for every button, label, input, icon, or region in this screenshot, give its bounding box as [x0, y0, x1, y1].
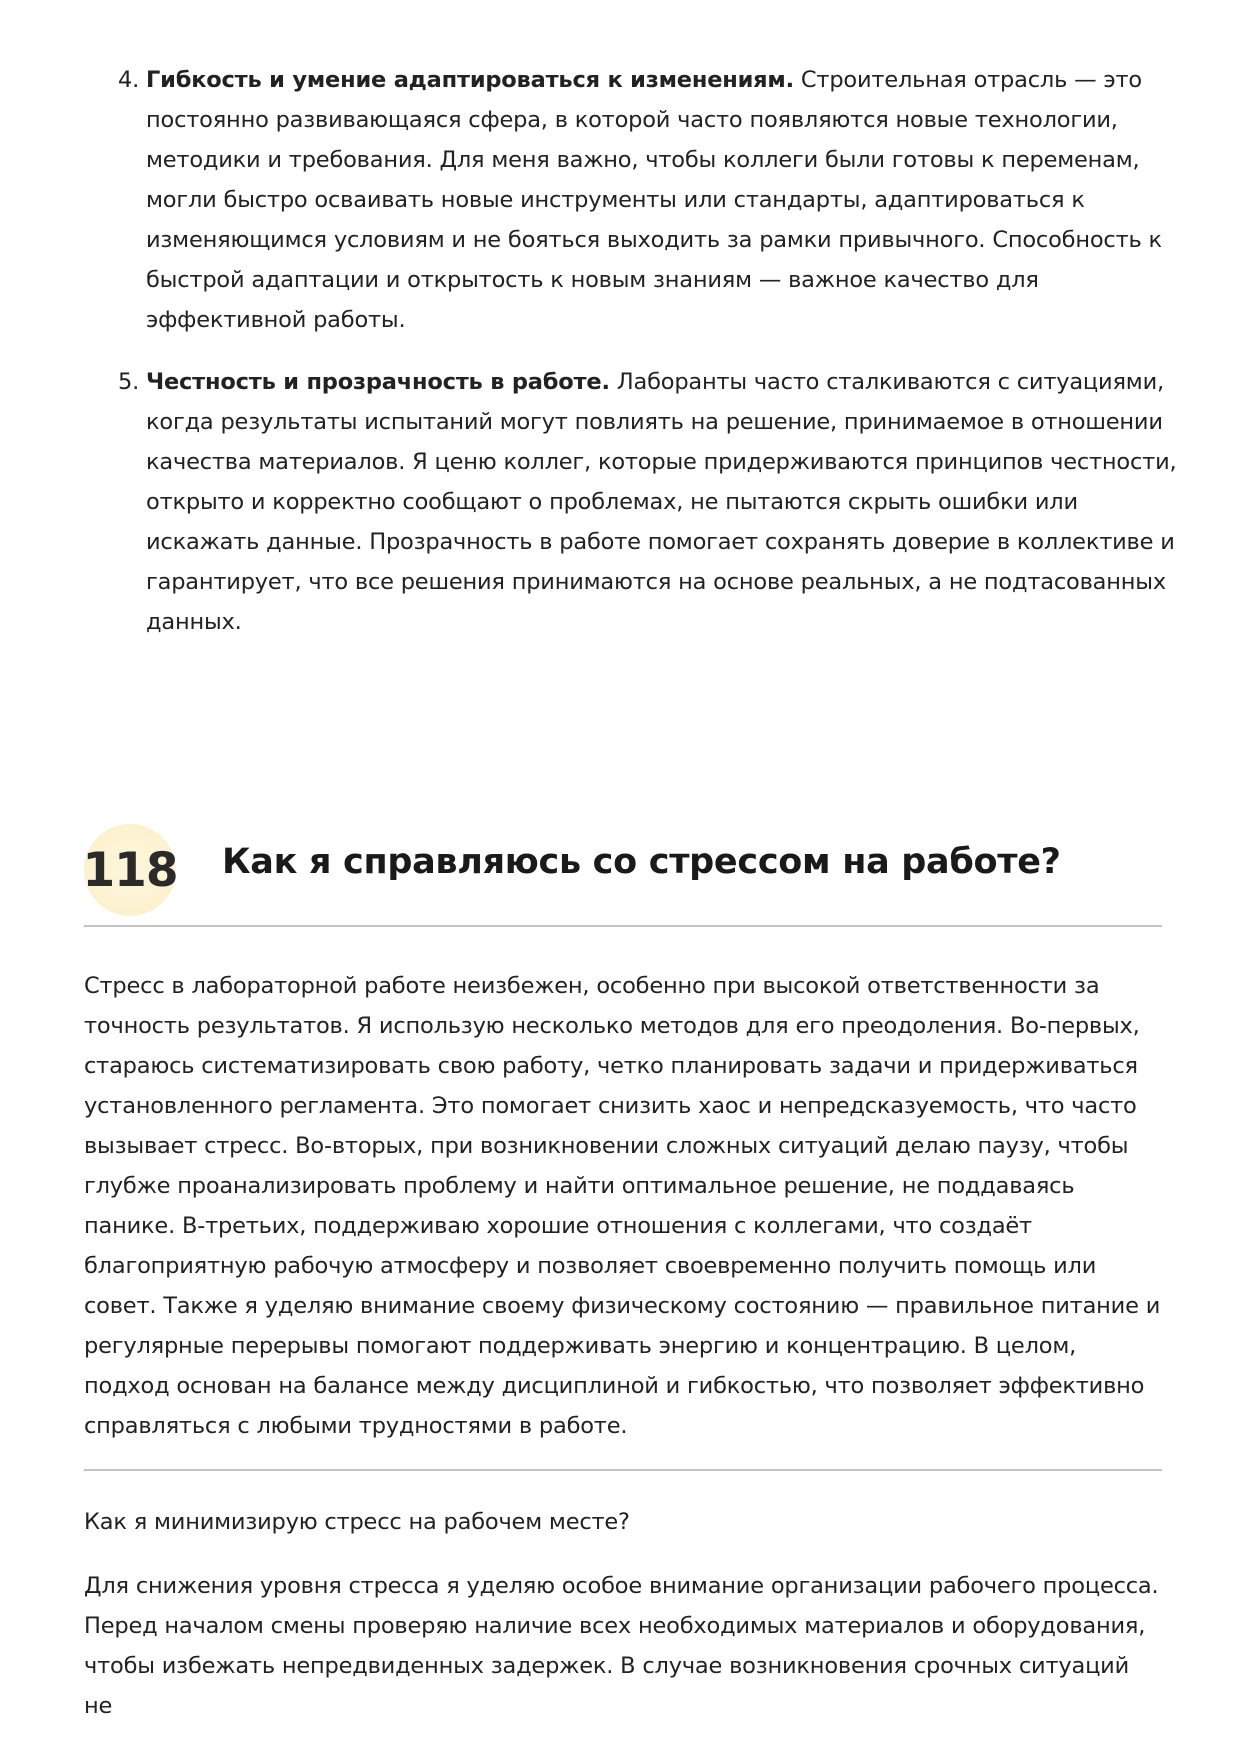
- list-item-title: Честность и прозрачность в работе.: [146, 369, 610, 395]
- list-item-text: Строительная отрасль — это постоянно развивающаяся сфера, в которой часто появляются новые технологии, методики и требования. Для меня важно, чтобы коллеги были готовы к переменам, могли быстро осваивать новые инструменты или стандарты, адаптироваться к изменяющимся условиям и не бояться выходить за рамки привычного. Способность к быстрой адаптации и открытость к новым знаниям — важное качество для эффективной работы.: [146, 67, 1162, 333]
- question-number-badge: 118: [84, 824, 176, 916]
- followup-divider: [84, 1469, 1162, 1471]
- list-item-title: Гибкость и умение адаптироваться к изменениям.: [146, 67, 794, 93]
- answer-paragraph: Стресс в лабораторной работе неизбежен, особенно при высокой ответственности за точность результатов. Я использую несколько методов для его преодоления. Во-первых, стараюсь систематизировать свою работу, четко планировать задачи и придерживаться установленного регламента. Это помогает снизить хаос и непредсказуемость, что часто вызывает стресс. Во-вторых, при возникновении сложных ситуаций делаю паузу, чтобы глубже проанализировать проблему и найти оптимальное решение, не поддаваясь панике. В-третьих, поддерживаю хорошие отношения с коллегами, что создаёт благоприятную рабочую атмосферу и позволяет своевременно получить помощь или совет. Также я уделяю внимание своему физическому состоянию — правильное питание и регулярные перерывы помогают поддерживать энергию и концентрацию. В целом, подход основан на балансе между дисциплиной и гибкостью, что позволяет эффективно справляться с любыми трудностями в работе.: [84, 973, 1161, 1439]
- question-header: [84, 824, 1162, 928]
- list-item: [146, 362, 1186, 642]
- question-title: Как я справляюсь со стрессом на работе?: [222, 842, 1061, 882]
- followup-answer-paragraph: Для снижения уровня стресса я уделяю особое внимание организации рабочего процесса. Перед началом смены проверяю наличие всех необходимых материалов и оборудования, чтобы избежать непредвиденных задержек. В случае возникновения срочных ситуаций не: [84, 1573, 1159, 1719]
- list-item: [146, 60, 1186, 340]
- followup-question: Как я минимизирую стресс на рабочем месте?: [84, 1509, 630, 1535]
- section-divider: [84, 925, 1162, 927]
- qualities-list: [116, 60, 1186, 664]
- list-item-text: Лаборанты часто сталкиваются с ситуациями, когда результаты испытаний могут повлиять на решение, принимаемое в отношении качества материалов. Я ценю коллег, которые придерживаются принципов честности, открыто и корректно сообщают о проблемах, не пытаются скрыть ошибки или искажать данные. Прозрачность в работе помогает сохранять доверие в коллективе и гарантирует, что все решения принимаются на основе реальных, а не подтасованных данных.: [146, 369, 1177, 635]
